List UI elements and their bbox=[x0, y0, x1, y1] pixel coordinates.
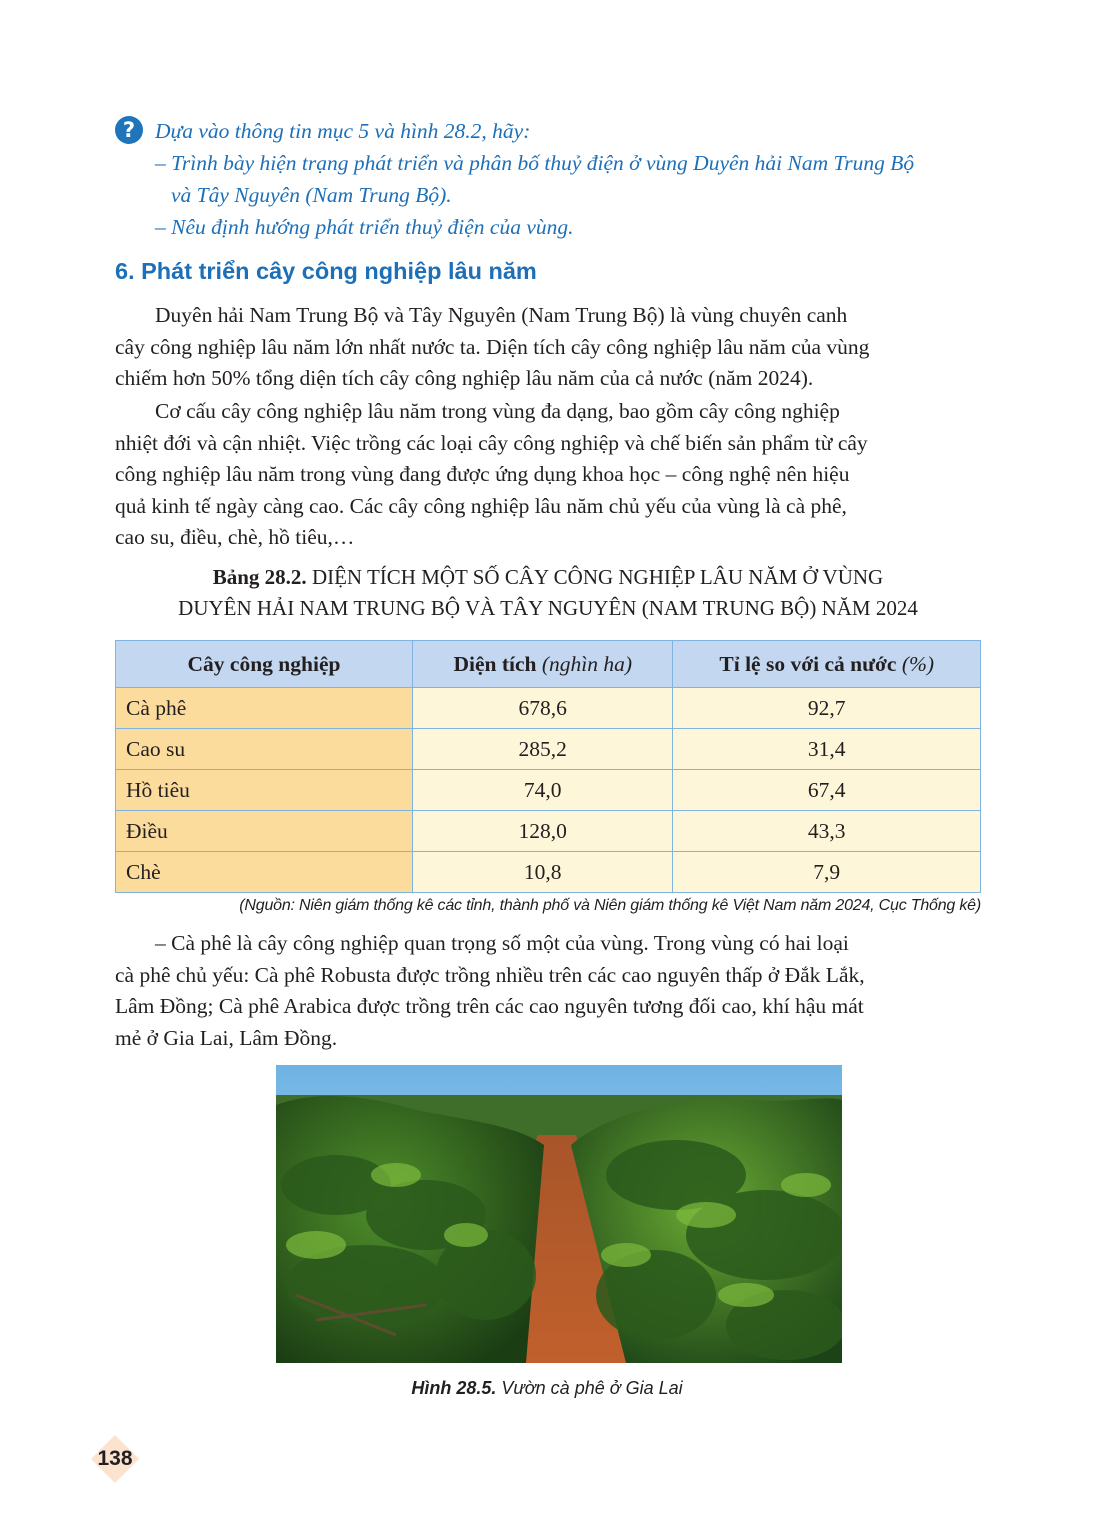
table-row bbox=[116, 811, 981, 852]
crop-name-cell: Chè bbox=[116, 852, 413, 893]
table-row bbox=[116, 729, 981, 770]
paragraph-line: cao su, điều, chè, hồ tiêu,… bbox=[115, 525, 355, 549]
paragraph-line: quả kinh tế ngày càng cao. Các cây công nghiệp lâu năm chủ yếu của vùng là cà phê, bbox=[115, 493, 847, 518]
page-number-badge bbox=[90, 1434, 140, 1484]
paragraph bbox=[115, 300, 981, 395]
table-row bbox=[116, 770, 981, 811]
ratio-cell: 31,4 bbox=[673, 729, 981, 770]
page-number: 138 bbox=[97, 1447, 133, 1470]
area-cell: 74,0 bbox=[413, 770, 673, 811]
question-circle-icon: ? bbox=[115, 116, 143, 144]
area-cell: 678,6 bbox=[413, 688, 673, 729]
section-title: 6. Phát triển cây công nghiệp lâu năm bbox=[115, 258, 537, 284]
figure-caption bbox=[0, 1378, 1094, 1399]
paragraph-line: mẻ ở Gia Lai, Lâm Đồng. bbox=[115, 1025, 338, 1050]
figure-label: Hình 28.5. bbox=[411, 1378, 497, 1398]
coffee-plantation-photo bbox=[276, 1065, 842, 1363]
paragraph-line: Lâm Đồng; Cà phê Arabica được trồng trên các cao nguyên tương đối cao, khí hậu mát bbox=[115, 994, 864, 1018]
table-caption bbox=[115, 562, 981, 624]
table-header-row bbox=[116, 641, 981, 688]
question-line: Dựa vào thông tin mục 5 và hình 28.2, hãy: bbox=[155, 119, 531, 143]
crop-name-cell: Điều bbox=[116, 811, 413, 852]
paragraph-line: chiếm hơn 50% tổng diện tích cây công nghiệp lâu năm của cả nước (năm 2024). bbox=[115, 366, 814, 390]
paragraph-line: – Cà phê là cây công nghiệp quan trọng số một của vùng. Trong vùng có hai loại bbox=[155, 931, 849, 955]
area-cell: 10,8 bbox=[413, 852, 673, 893]
crop-name-cell: Cà phê bbox=[116, 688, 413, 729]
paragraph-line: cà phê chủ yếu: Cà phê Robusta được trồng nhiều trên các cao nguyên thấp ở Đắk Lắk, bbox=[115, 962, 865, 987]
figure-caption-text: Vườn cà phê ở Gia Lai bbox=[496, 1378, 683, 1398]
question-line: – Nêu định hướng phát triển thuỷ điện của vùng. bbox=[155, 215, 574, 239]
question-line: – Trình bày hiện trạng phát triển và phân bố thuỷ điện ở vùng Duyên hải Nam Trung Bộ bbox=[155, 151, 915, 175]
column-header: Diện tích (nghìn ha) bbox=[413, 641, 673, 688]
table-caption-label: Bảng 28.2. bbox=[212, 565, 307, 589]
ratio-cell: 67,4 bbox=[673, 770, 981, 811]
paragraph-line: cây công nghiệp lâu năm lớn nhất nước ta. Diện tích cây công nghiệp lâu năm của vùng bbox=[115, 334, 870, 359]
crop-name-cell: Cao su bbox=[116, 729, 413, 770]
crop-area-table bbox=[115, 640, 981, 893]
paragraph-line: công nghiệp lâu năm trong vùng đang được ứng dụng khoa học – công nghệ nên hiệu bbox=[115, 462, 850, 486]
area-cell: 285,2 bbox=[413, 729, 673, 770]
area-cell: 128,0 bbox=[413, 811, 673, 852]
paragraph bbox=[115, 396, 981, 554]
table-row bbox=[116, 688, 981, 729]
ratio-cell: 43,3 bbox=[673, 811, 981, 852]
table-source-note: (Nguồn: Niên giám thống kê các tỉnh, thành phố và Niên giám thống kê Việt Nam năm 2024, Cục Thống kê) bbox=[239, 897, 981, 914]
question-line: và Tây Nguyên (Nam Trung Bộ). bbox=[171, 183, 452, 207]
crop-name-cell: Hồ tiêu bbox=[116, 770, 413, 811]
paragraph-line: Cơ cấu cây công nghiệp lâu năm trong vùng đa dạng, bao gồm cây công nghiệp bbox=[155, 399, 840, 423]
paragraph bbox=[115, 928, 981, 1054]
paragraph-line: nhiệt đới và cận nhiệt. Việc trồng các loại cây công nghiệp và chế biến sản phẩm từ cây bbox=[115, 430, 868, 455]
table-row bbox=[116, 852, 981, 893]
ratio-cell: 92,7 bbox=[673, 688, 981, 729]
paragraph-line: Duyên hải Nam Trung Bộ và Tây Nguyên (Nam Trung Bộ) là vùng chuyên canh bbox=[155, 303, 848, 327]
table-caption-title: DIỆN TÍCH MỘT SỐ CÂY CÔNG NGHIỆP LÂU NĂM Ở VÙNG bbox=[306, 565, 884, 589]
column-header: Tỉ lệ so với cả nước (%) bbox=[673, 641, 981, 688]
table-caption-title: DUYÊN HẢI NAM TRUNG BỘ VÀ TÂY NGUYÊN (NAM TRUNG BỘ) NĂM 2024 bbox=[178, 596, 918, 620]
ratio-cell: 7,9 bbox=[673, 852, 981, 893]
column-header: Cây công nghiệp bbox=[116, 641, 413, 688]
